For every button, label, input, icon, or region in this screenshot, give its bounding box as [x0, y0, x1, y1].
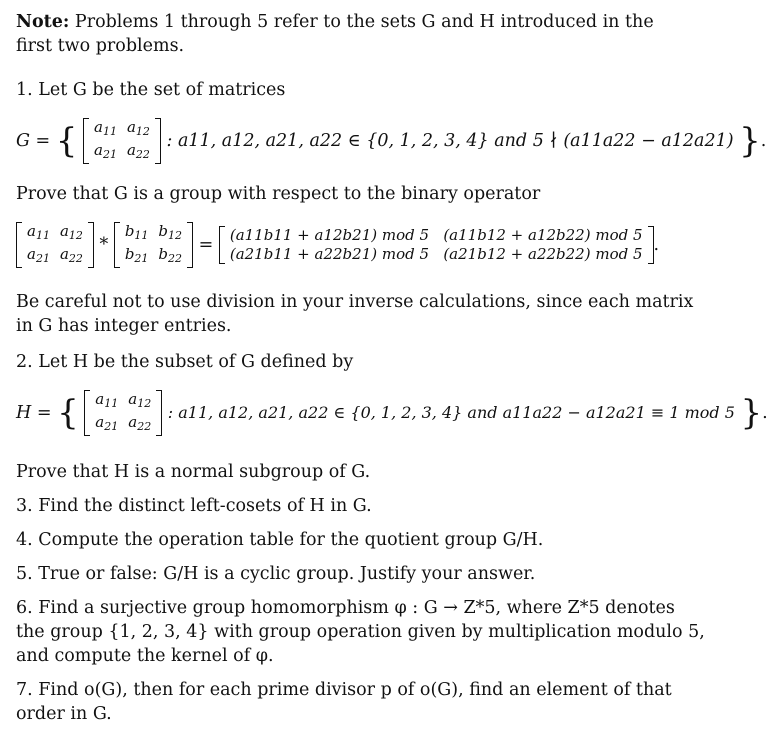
g-lhs: G =	[16, 131, 51, 151]
note-line-2: first two problems.	[16, 36, 185, 56]
right-brace: }	[739, 121, 761, 161]
result-row-1: (a11b11 + a12b21) mod 5 (a11b12 + a12b22) mod 5	[229, 226, 643, 244]
right-brace-h: }	[740, 393, 763, 433]
problem-7-line-2: order in G.	[16, 704, 112, 724]
problem-5: 5. True or false: G/H is a cyclic group. Justify your answer.	[16, 564, 536, 584]
problem-7-line-1: 7. Find o(G), then for each prime divisor p of o(G), find an element of that	[16, 680, 672, 700]
careful-line-2: in G has integer entries.	[16, 316, 232, 336]
matrix-h: $a_{11}$ $a_{12}$ $a_{21}$ $a_{22}$	[84, 390, 162, 436]
operation-definition: $a_{11}$ $a_{12}$ $a_{21}$ $a_{22}$ * $b_{11}$ $b_{12}$ $b_{21}$ $b_{22}$ = (a11b11 + a12b21) mod 5 (a11b12 + a12b22) mod 5 (a21b11 + a22b21) mod 5 (a21b12 + a22b22) mod 5 .	[16, 222, 659, 268]
set-h-definition: H = { $a_{11}$ $a_{12}$ $a_{21}$ $a_{22}$ : a11, a12, a21, a22 ∈ {0, 1, 2, 3, 4} and a11a22 − a12a21 ≡ 1 mod 5 }.	[16, 390, 768, 436]
problem-6-line-3: and compute the kernel of φ.	[16, 646, 274, 666]
problem-3: 3. Find the distinct left-cosets of H in G.	[16, 496, 372, 516]
problem-6-line-1: 6. Find a surjective group homomorphism φ : G → Z*5, where Z*5 denotes	[16, 598, 675, 618]
matrix-b-op: $b_{11}$ $b_{12}$ $b_{21}$ $b_{22}$	[114, 222, 193, 268]
note-label: Note:	[16, 12, 70, 32]
careful-line-1: Be careful not to use division in your inverse calculations, since each matrix	[16, 292, 694, 312]
h-set-condition: : a11, a12, a21, a22 ∈ {0, 1, 2, 3, 4} and a11a22 − a12a21 ≡ 1 mod 5	[167, 403, 735, 422]
left-brace-h: {	[57, 393, 79, 433]
problem-2-prove: Prove that H is a normal subgroup of G.	[16, 462, 371, 482]
problem-1-intro: 1. Let G be the set of matrices	[16, 80, 286, 100]
set-g-definition: G = { $a_{11}$ $a_{12}$ $a_{21}$ $a_{22}$ : a11, a12, a21, a22 ∈ {0, 1, 2, 3, 4} and 5 ∤ (a11a22 − a12a21) }.	[16, 118, 766, 164]
problem-6-line-2: the group {1, 2, 3, 4} with group operation given by multiplication modulo 5,	[16, 622, 705, 642]
problem-1-prove: Prove that G is a group with respect to the binary operator	[16, 184, 541, 204]
g-set-condition: : a11, a12, a21, a22 ∈ {0, 1, 2, 3, 4} and 5 ∤ (a11a22 − a12a21)	[166, 131, 734, 151]
left-brace: {	[55, 121, 78, 161]
matrix-a-op: $a_{11}$ $a_{12}$ $a_{21}$ $a_{22}$	[16, 222, 94, 268]
problem-2-intro: 2. Let H be the subset of G defined by	[16, 352, 354, 372]
h-lhs: H =	[16, 403, 52, 423]
note-line-1	[16, 10, 654, 34]
matrix-a: $a_{11}$ $a_{12}$ $a_{21}$ $a_{22}$	[83, 118, 161, 164]
problem-4: 4. Compute the operation table for the quotient group G/H.	[16, 530, 544, 550]
note-text-1: Problems 1 through 5 refer to the sets G and H introduced in the	[69, 12, 654, 32]
result-row-2: (a21b11 + a22b21) mod 5 (a21b12 + a22b22) mod 5	[229, 245, 643, 263]
matrix-result	[219, 226, 654, 264]
